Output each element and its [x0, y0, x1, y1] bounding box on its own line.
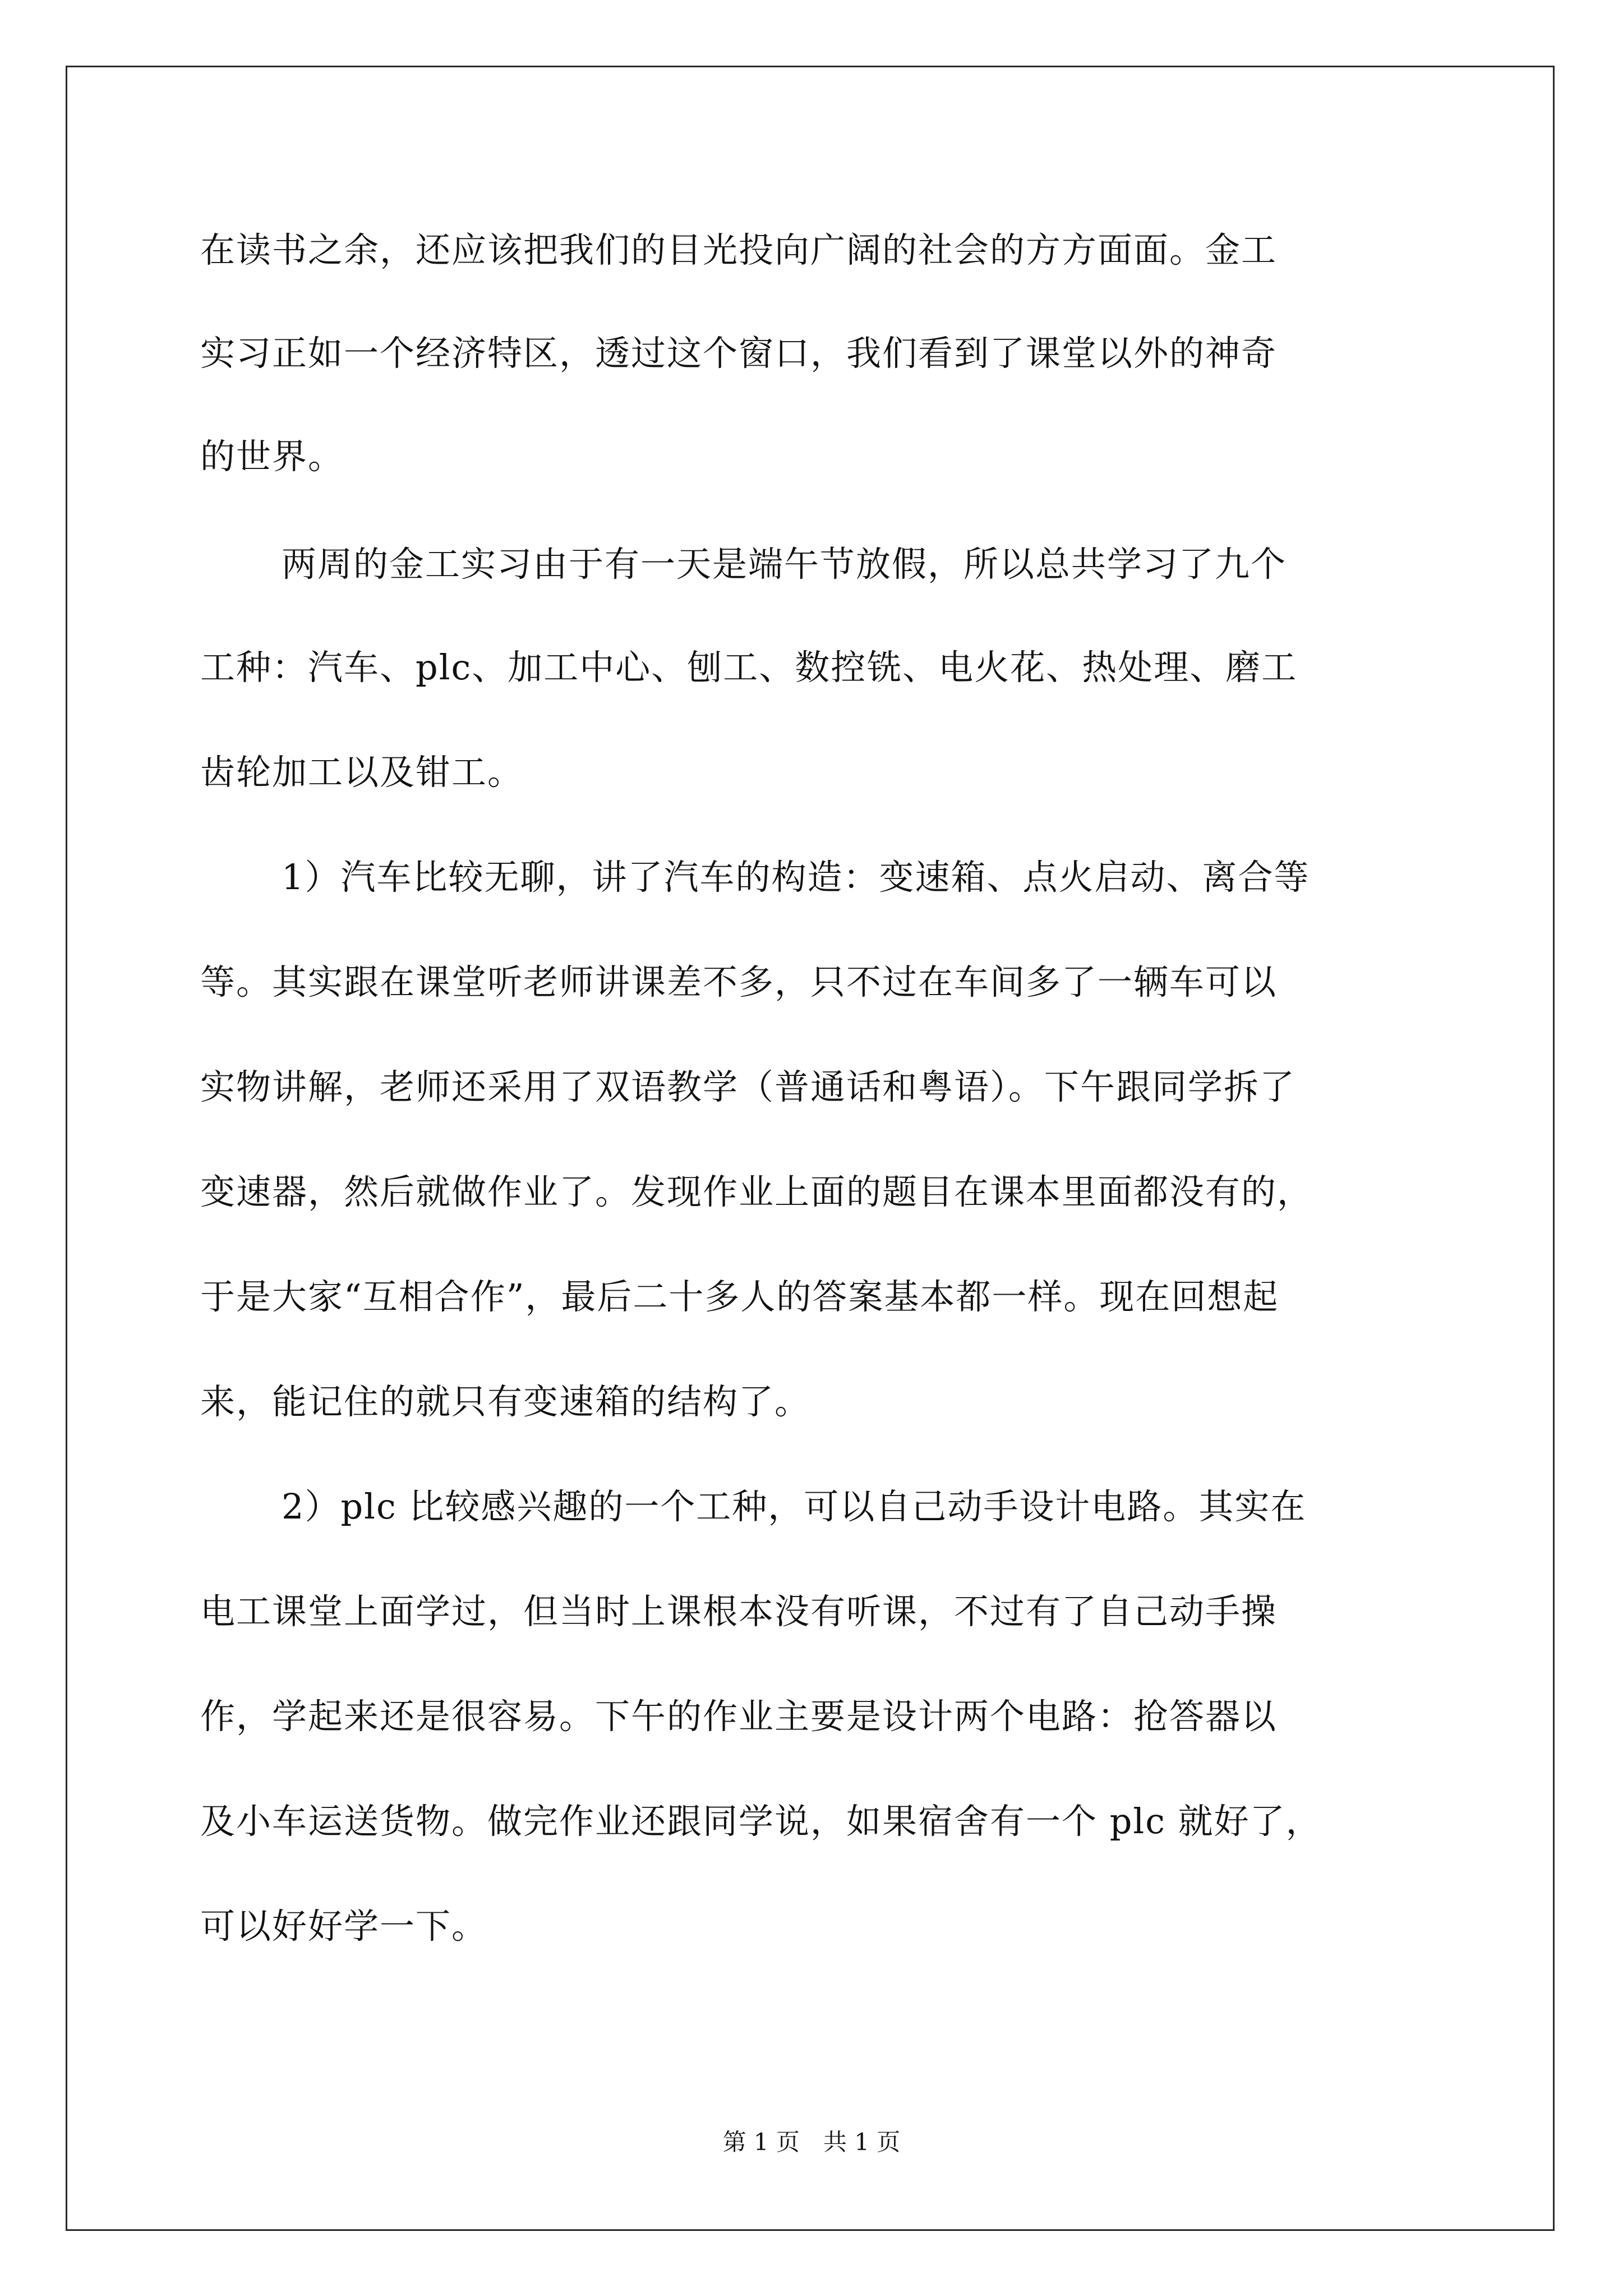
- paragraph-3-line-3: 实物讲解，老师还采用了双语教学（普通话和粤语）。下午跟同学拆了: [200, 1066, 1296, 1107]
- page-number-footer: 第 1 页 共 1 页: [722, 2128, 901, 2156]
- paragraph-2-line-2: 工种：汽车、plc、加工中心、刨工、数控铣、电火花、热处理、磨工: [200, 647, 1298, 688]
- paragraph-4-line-4: 及小车运送货物。做完作业还跟同学说，如果宿舍有一个 plc 就好了，: [200, 1801, 1322, 1842]
- paragraph-2-line-3: 齿轮加工以及钳工。: [200, 752, 524, 793]
- paragraph-2-line-1: 两周的金工实习由于有一天是端午节放假，所以总共学习了九个: [282, 544, 1287, 585]
- paragraph-1-line-3: 的世界。: [200, 436, 344, 477]
- paragraph-4-line-1: 2）plc 比较感兴趣的一个工种，可以自己动手设计电路。其实在: [282, 1486, 1307, 1527]
- paragraph-3-line-5: 于是大家“互相合作”，最后二十多人的答案基本都一样。现在回想起: [200, 1276, 1279, 1317]
- paragraph-1-line-2: 实习正如一个经济特区，透过这个窗口，我们看到了课堂以外的神奇: [200, 333, 1278, 374]
- paragraph-3-line-6: 来，能记住的就只有变速箱的结构了。: [200, 1381, 811, 1422]
- paragraph-4-line-2: 电工课堂上面学过，但当时上课根本没有听课，不过有了自己动手操: [200, 1591, 1278, 1632]
- paragraph-4-line-3: 作，学起来还是很容易。下午的作业主要是设计两个电路：抢答器以: [200, 1696, 1278, 1737]
- paragraph-4-line-5: 可以好好学一下。: [200, 1906, 488, 1947]
- paragraph-1-line-1: 在读书之余，还应该把我们的目光投向广阔的社会的方方面面。金工: [200, 229, 1278, 270]
- paragraph-3-line-2: 等。其实跟在课堂听老师讲课差不多，只不过在车间多了一辆车可以: [200, 961, 1278, 1002]
- paragraph-3-line-1: 1）汽车比较无聊，讲了汽车的构造：变速箱、点火启动、离合等: [282, 857, 1310, 898]
- paragraph-3-line-4: 变速器，然后就做作业了。发现作业上面的题目在课本里面都没有的，: [200, 1171, 1313, 1212]
